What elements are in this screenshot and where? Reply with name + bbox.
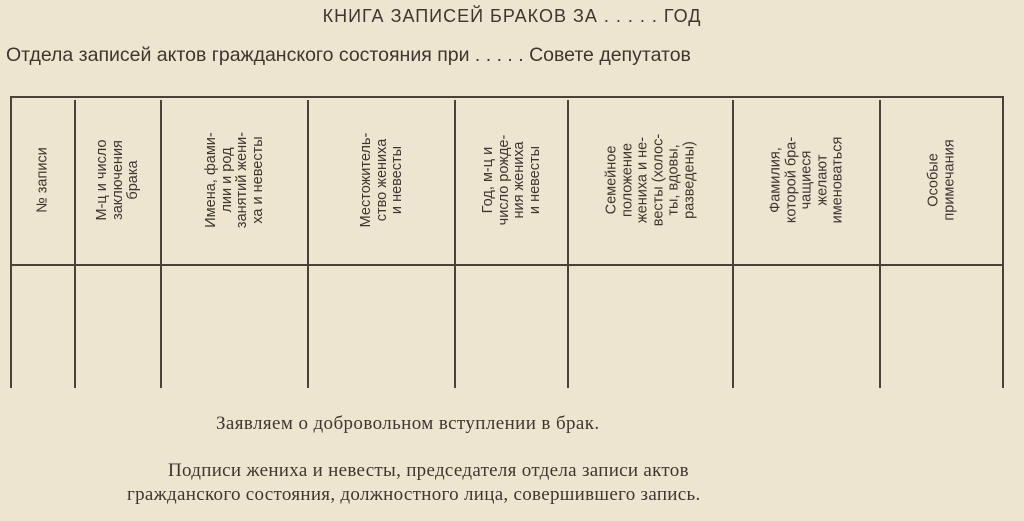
signatures-block <box>0 459 1024 507</box>
column-header-birth-date: Год, м-ц и число рожде- ния жениха и невесты <box>479 134 542 226</box>
marriage-record-table <box>10 96 1004 388</box>
page-title: КНИГА ЗАПИСЕЙ БРАКОВ ЗА . . . . . ГОД <box>322 6 702 26</box>
signatures-line-1: Подписи жениха и невесты, председателя отдела записи актов <box>168 460 689 481</box>
column-header-record-number: № записи <box>34 147 51 213</box>
page-subtitle: Отдела записей актов гражданского состояния при . . . . . Совете депутатов <box>6 44 691 66</box>
column-header-special-notes: Особые примечания <box>925 139 957 221</box>
column-header-marriage-date: М-ц и число заключения брака <box>93 139 141 221</box>
column-header-chosen-surname: Фамилия, которой бра- чащиеся желают именоваться <box>766 136 845 224</box>
column-header-names-occupation: Имена, фами- лии и род занятий жени- ха и невесты <box>202 131 265 229</box>
column-header-marital-status: Семейное положение жениха и не- весты (холос- ты, вдовы, разведены) <box>603 133 697 227</box>
column-header-residence: Местожитель- ство жениха и невесты <box>357 132 405 228</box>
signatures-line-2: гражданского состояния, должностного лица, совершившего запись. <box>127 484 701 505</box>
table-right-border <box>1002 96 1004 388</box>
declaration-text: Заявляем о добровольном вступлении в брак. <box>216 413 600 434</box>
table-top-border <box>10 96 1004 98</box>
